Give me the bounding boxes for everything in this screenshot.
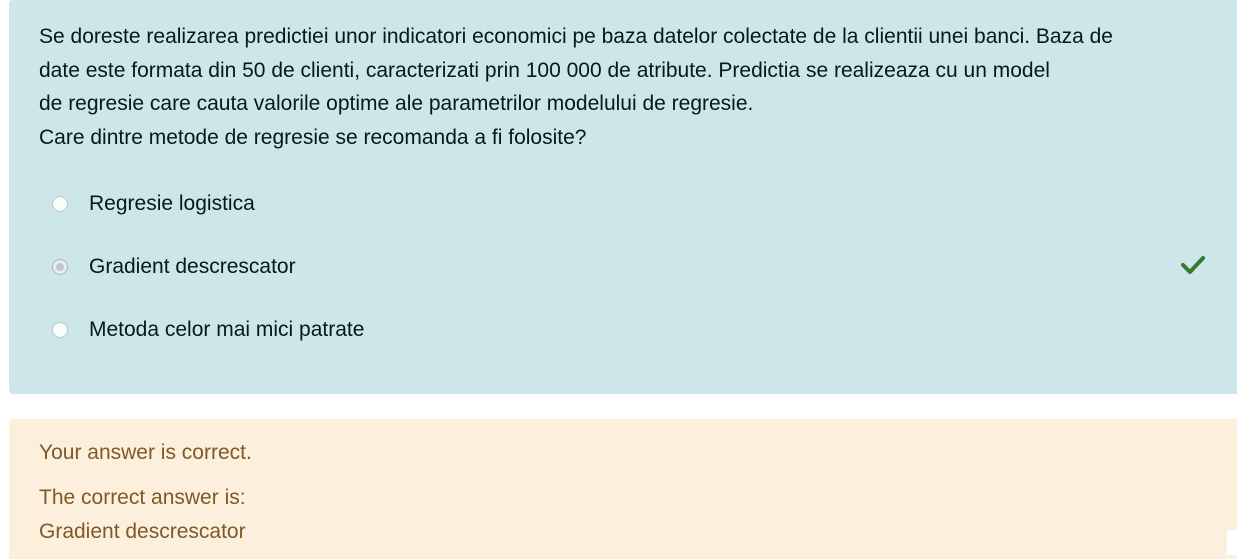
- scrollbar[interactable]: [1227, 530, 1237, 555]
- answer-label[interactable]: Metoda celor mai mici patrate: [89, 318, 365, 341]
- question-line: date este formata din 50 de clienti, caracterizati prin 100 000 de atribute. Predictia se realizeaza cu un model: [39, 58, 1050, 82]
- question-line: Se doreste realizarea predictiei unor indicatori economici pe baza datelor colectate de la clientii unei banci. Baza de: [39, 25, 1113, 48]
- answer-label[interactable]: Gradient descrescator: [89, 255, 296, 278]
- answer-radio-selected[interactable]: [52, 259, 68, 275]
- answer-label[interactable]: Regresie logistica: [89, 192, 255, 215]
- question-text: [39, 20, 1209, 154]
- question-line: de regresie care cauta valorile optime ale parametrilor modelului de regresie.: [39, 92, 754, 115]
- correct-check-icon: [1181, 255, 1205, 275]
- answer-option-metoda-celor-mai-mici-patrate[interactable]: [9, 310, 1237, 350]
- answer-radio[interactable]: [52, 322, 68, 338]
- question-line: Care dintre metode de regresie se recomanda a fi folosite?: [39, 125, 587, 149]
- answer-option-regresie-logistica[interactable]: [9, 184, 1237, 224]
- answer-option-gradient-descrescator[interactable]: [9, 247, 1237, 287]
- correct-answer-heading: The correct answer is:: [39, 486, 246, 509]
- feedback-panel: [9, 419, 1237, 559]
- feedback-result: Your answer is correct.: [39, 441, 252, 464]
- correct-answer-text: Gradient descrescator: [39, 520, 246, 543]
- question-panel: [9, 0, 1237, 394]
- answer-radio[interactable]: [52, 196, 68, 212]
